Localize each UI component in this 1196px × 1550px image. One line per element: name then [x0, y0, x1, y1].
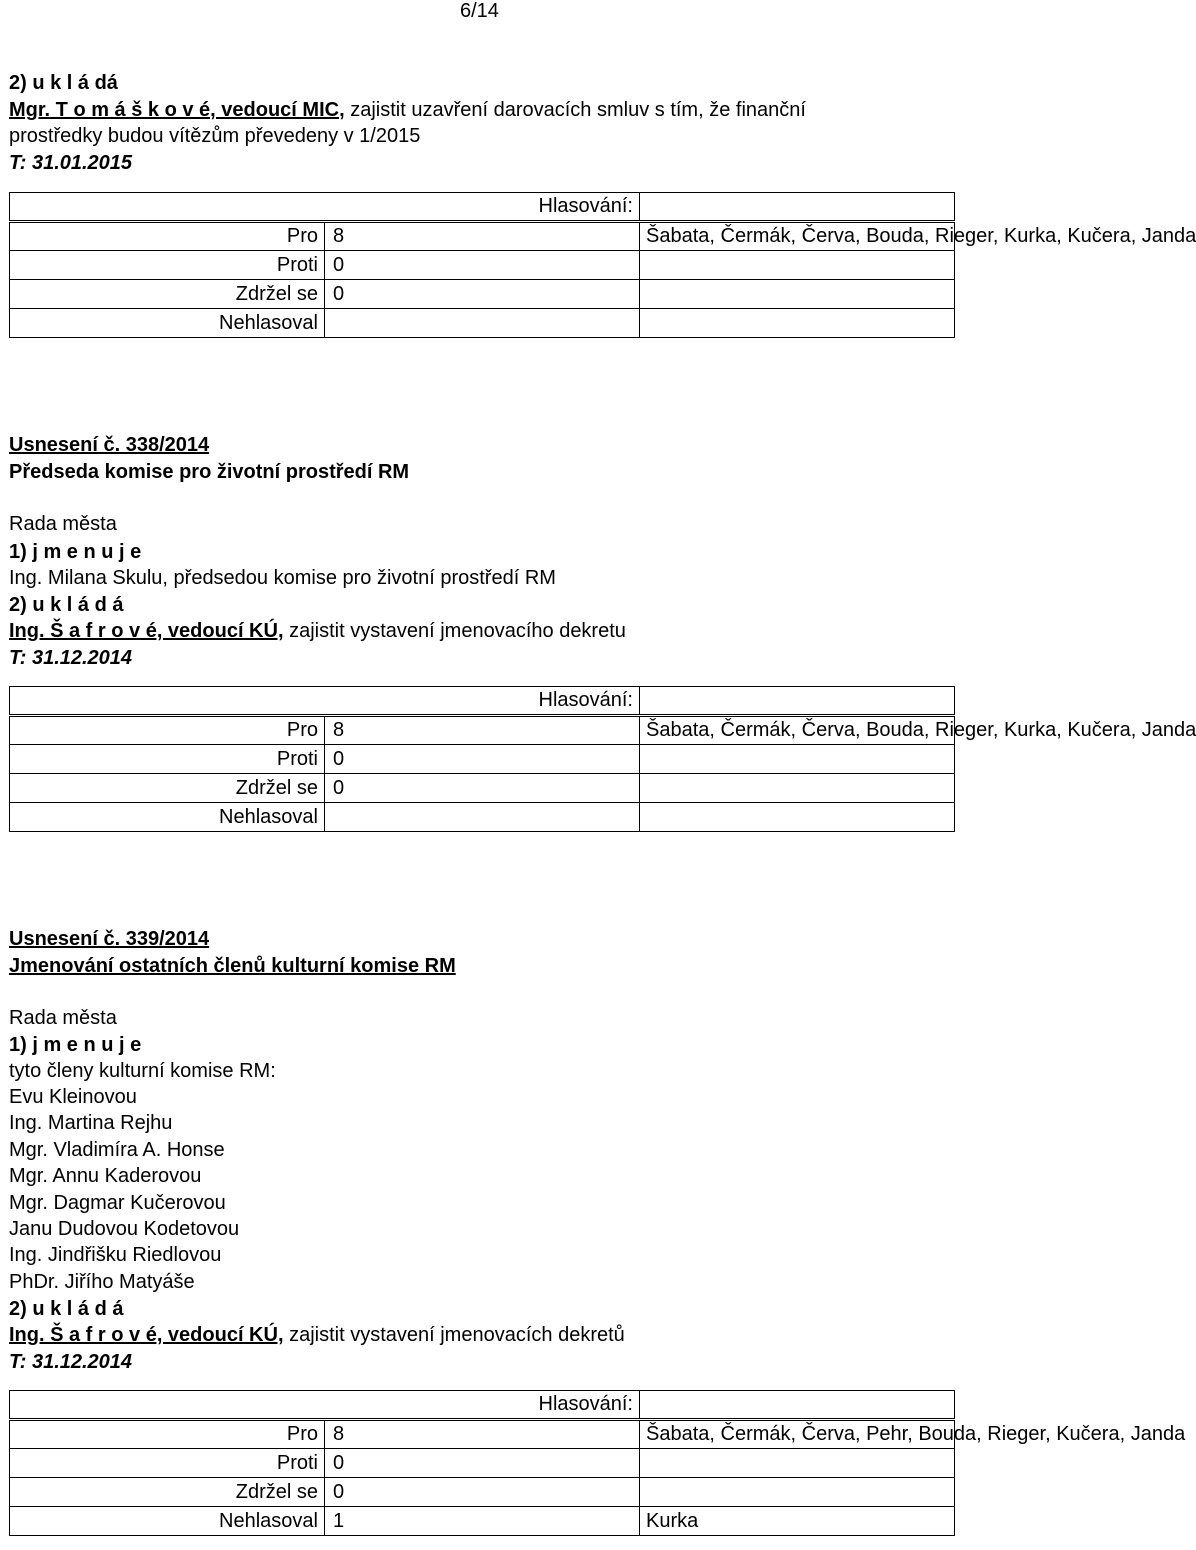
vote-proti-count: 0 [325, 251, 640, 280]
item-heading: 1) j m e n u j e [9, 541, 142, 563]
vote-table [9, 1390, 1186, 1536]
vote-pro-names: Šabata, Čermák, Červa, Bouda, Rieger, Kurka, Kučera, Janda [640, 222, 955, 251]
vote-proti-count: 0 [325, 1449, 640, 1478]
vote-nehlas-label: Nehlasoval [10, 1507, 325, 1536]
vote-pro-names: Šabata, Čermák, Červa, Pehr, Bouda, Rieger, Kučera, Janda [640, 1420, 955, 1449]
vote-header-empty [640, 193, 955, 222]
resolution-title-text: Jmenování ostatních členů kulturní komise RM [9, 955, 456, 977]
vote-nehlas-count: 1 [325, 1507, 640, 1536]
council-label: Rada města [9, 1007, 117, 1029]
vote-pro-count: 8 [325, 222, 640, 251]
vote-nehlas-names [640, 309, 955, 338]
vote-zdrzel-names [640, 774, 955, 803]
list-item: Janu Dudovou Kodetovou [9, 1218, 240, 1241]
deadline: T: 31.01.2015 [9, 152, 133, 174]
vote-nehlas-names: Kurka [640, 1507, 955, 1536]
instruction-line [9, 618, 626, 644]
vote-pro-count: 8 [325, 1420, 640, 1449]
vote-zdrzel-count: 0 [325, 1478, 640, 1507]
vote-table [9, 192, 1196, 338]
item-heading: 2) u k l á d á [9, 594, 124, 616]
vote-pro-label: Pro [10, 222, 325, 251]
responsible-person: Mgr. T o m á š k o v é, vedoucí MIC, [9, 99, 345, 121]
instruction-text: zajistit vystavení jmenovacího dekretu [283, 620, 626, 642]
vote-pro-count: 8 [325, 716, 640, 745]
vote-nehlas-names [640, 803, 955, 832]
vote-nehlas-label: Nehlasoval [10, 803, 325, 832]
item-text: Ing. Milana Skulu, předsedou komise pro životní prostředí RM [9, 567, 556, 589]
vote-proti-label: Proti [10, 745, 325, 774]
vote-proti-names [640, 1449, 955, 1478]
vote-nehlas-count [325, 309, 640, 338]
vote-proti-label: Proti [10, 251, 325, 280]
vote-nehlas-count [325, 803, 640, 832]
responsible-person: Ing. Š a f r o v é, vedoucí KÚ, [9, 620, 284, 642]
instruction-text: zajistit uzavření darovacích smluv s tím, že finanční [344, 99, 806, 121]
instruction-line [9, 97, 806, 123]
vote-pro-names: Šabata, Čermák, Červa, Bouda, Rieger, Kurka, Kučera, Janda [640, 716, 955, 745]
resolution-title [9, 953, 456, 979]
vote-zdrzel-label: Zdržel se [10, 280, 325, 309]
vote-proti-names [640, 251, 955, 280]
deadline: T: 31.12.2014 [9, 1351, 133, 1373]
members-list [9, 1084, 239, 1295]
vote-zdrzel-label: Zdržel se [10, 774, 325, 803]
vote-pro-label: Pro [10, 1420, 325, 1449]
vote-nehlas-label: Nehlasoval [10, 309, 325, 338]
vote-table [9, 686, 1196, 832]
members-intro: tyto členy kulturní komise RM: [9, 1060, 276, 1082]
vote-pro-label: Pro [10, 716, 325, 745]
vote-zdrzel-names [640, 280, 955, 309]
instruction-line [9, 1322, 625, 1348]
council-label: Rada města [9, 513, 117, 535]
instruction-line-2: prostředky budou vítězům převedeny v 1/2015 [9, 125, 421, 147]
responsible-person: Ing. Š a f r o v é, vedoucí KÚ, [9, 1324, 284, 1346]
page-number: 6/14 [460, 0, 499, 22]
resolution-number [9, 926, 209, 952]
instruction-text: zajistit vystavení jmenovacích dekretů [283, 1324, 625, 1346]
vote-zdrzel-count: 0 [325, 280, 640, 309]
vote-header: Hlasování: [10, 687, 640, 716]
vote-zdrzel-label: Zdržel se [10, 1478, 325, 1507]
resolution-number [9, 432, 209, 458]
section-heading: 2) u k l á dá [9, 72, 118, 94]
list-item: Evu Kleinovou [9, 1086, 137, 1108]
vote-zdrzel-names [640, 1478, 955, 1507]
resolution-title: Předseda komise pro životní prostředí RM [9, 461, 410, 483]
vote-header: Hlasování: [10, 1391, 640, 1420]
vote-header: Hlasování: [10, 193, 640, 222]
list-item: Mgr. Annu Kaderovou [9, 1165, 202, 1188]
list-item: Ing. Jindřišku Riedlovou [9, 1244, 222, 1267]
list-item: Mgr. Dagmar Kučerovou [9, 1191, 226, 1214]
list-item: PhDr. Jiřího Matyáše [9, 1270, 195, 1293]
vote-header-empty [640, 1391, 955, 1420]
resolution-number-text: Usnesení č. 338/2014 [9, 434, 210, 456]
resolution-number-text: Usnesení č. 339/2014 [9, 928, 210, 950]
vote-proti-label: Proti [10, 1449, 325, 1478]
item-heading: 1) j m e n u j e [9, 1034, 142, 1056]
vote-proti-count: 0 [325, 745, 640, 774]
item-heading: 2) u k l á d á [9, 1298, 124, 1320]
vote-header-empty [640, 687, 955, 716]
list-item: Ing. Martina Rejhu [9, 1112, 173, 1135]
vote-proti-names [640, 745, 955, 774]
deadline: T: 31.12.2014 [9, 647, 133, 669]
list-item: Mgr. Vladimíra A. Honse [9, 1138, 225, 1161]
vote-zdrzel-count: 0 [325, 774, 640, 803]
